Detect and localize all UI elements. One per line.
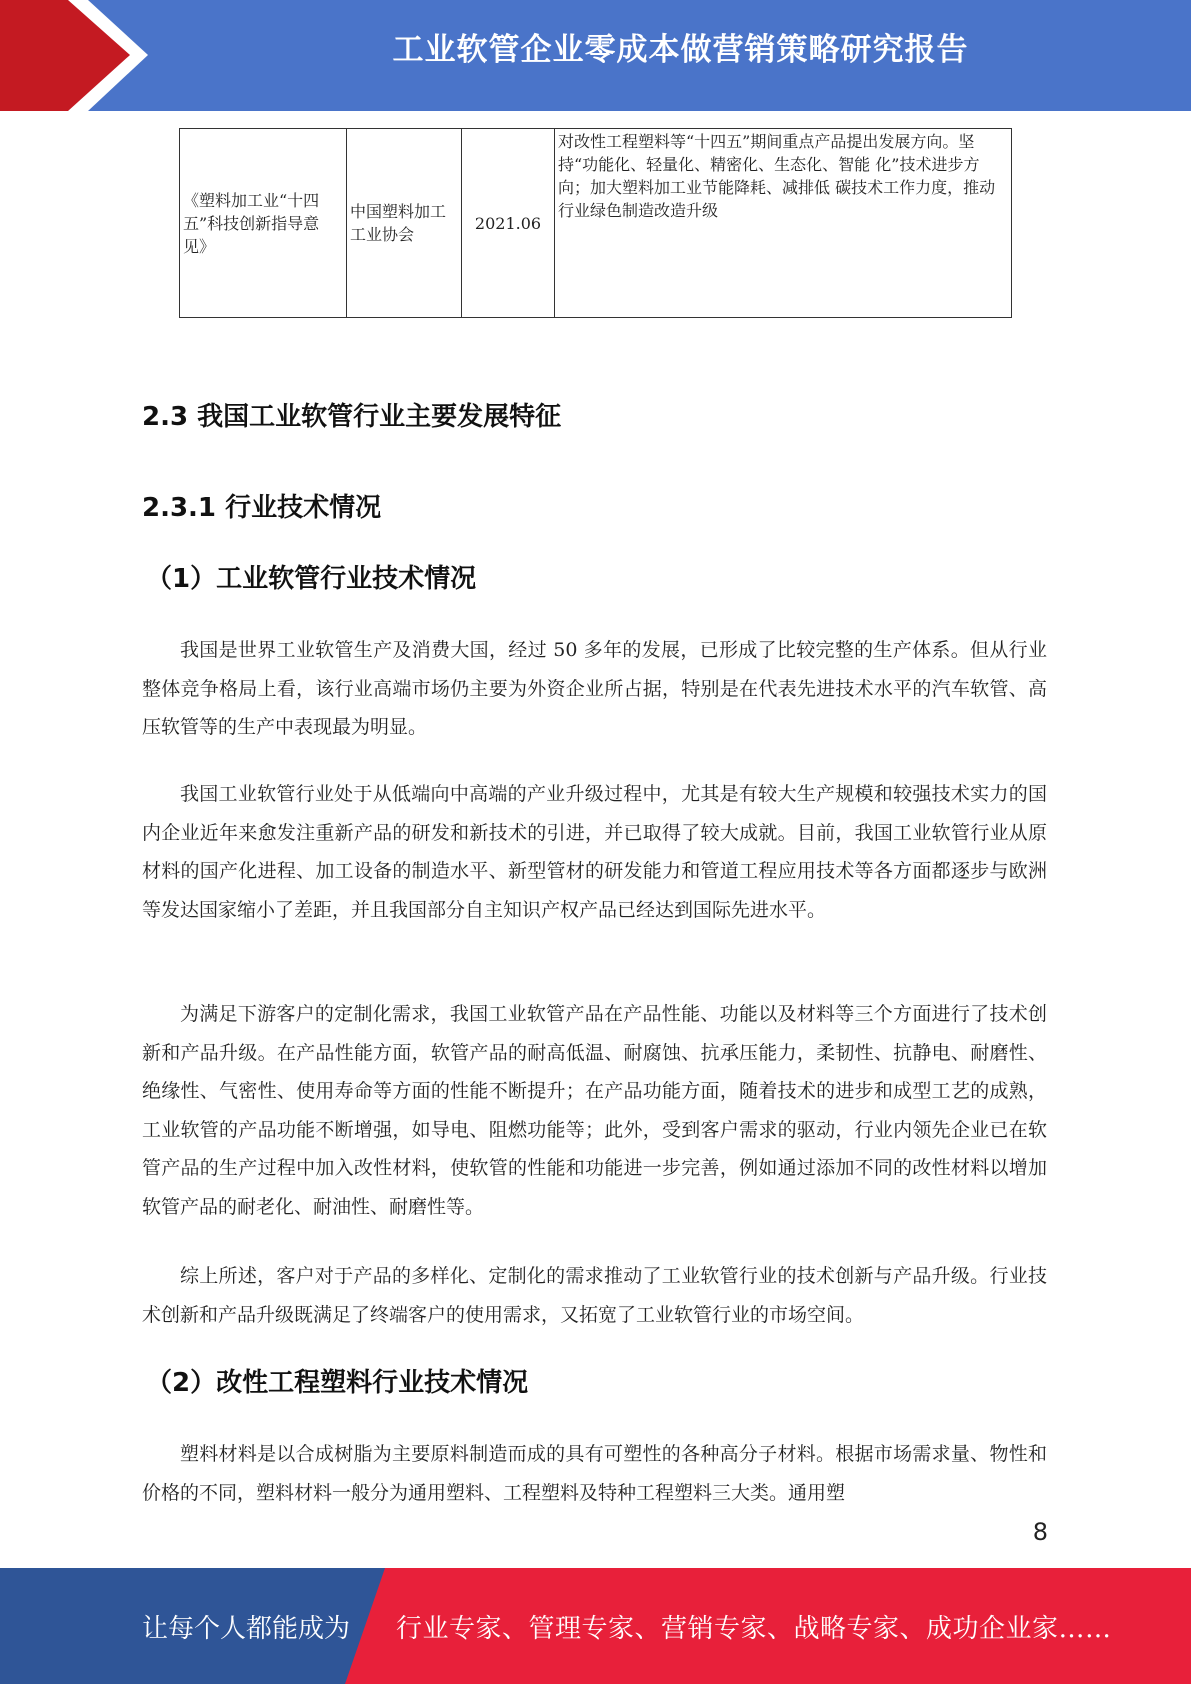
paragraph-2: 我国工业软管行业处于从低端向中高端的产业升级过程中，尤其是有较大生产规模和较强技术实力的国内企业近年来愈发注重新产品的研发和新技术的引进，并已取得了较大成就。目前，我国工业软管行业从原材料的国产化进程、加工设备的制造水平、新型管材的研发能力和管道工程应用技术等各方面都逐步与欧洲等发达国家缩小了差距，并且我国部分自主知识产权产品已经达到国际先进水平。 [142,783,1047,921]
policy-name-cell: 《塑料加工业“十四五”科技创新指导意见》 [180,129,347,318]
date-cell: 2021.06 [462,129,555,318]
header-arrow-red [0,0,130,111]
page-number: 8 [1032,1518,1048,1546]
page-header [0,0,1191,111]
footer-slogan-left: 让每个人都能成为 [142,1614,351,1644]
part1-title: （1）工业软管行业技术情况 [146,564,477,594]
table-row [180,129,1012,318]
report-title: 工业软管企业零成本做营销策略研究报告 [392,32,969,68]
footer-slogan-right: 行业专家、管理专家、营销专家、战略专家、成功企业家…… [396,1614,1112,1644]
paragraph-1: 我国是世界工业软管生产及消费大国，经过 50 多年的发展，已形成了比较完整的生产体系。但从行业整体竞争格局上看，该行业高端市场仍主要为外资企业所占据，特别是在代表先进技术水平的汽车软管、高压软管等的生产中表现最为明显。 [142,639,1047,738]
policy-table [179,128,1012,318]
header-arrow-icon [0,0,160,111]
subsection-heading: 2.3.1 行业技术情况 [142,493,382,523]
section-heading: 2.3 我国工业软管行业主要发展特征 [142,402,562,432]
page-footer [0,1568,1191,1684]
issuer-cell: 中国塑料加工工业协会 [347,129,462,318]
content-cell: 对改性工程塑料等“十四五”期间重点产品提出发展方向。坚持“功能化、轻量化、精密化、生态化、智能 化”技术进步方向；加大塑料加工业节能降耗、减排低 碳技术工作力度，推动行业绿色制造改造升级 [555,129,1012,318]
part2-title: （2）改性工程塑料行业技术情况 [146,1368,529,1398]
paragraph-3: 为满足下游客户的定制化需求，我国工业软管产品在产品性能、功能以及材料等三个方面进行了技术创新和产品升级。在产品性能方面，软管产品的耐高低温、耐腐蚀、抗承压能力，柔韧性、抗静电、耐磨性、绝缘性、气密性、使用寿命等方面的性能不断提升；在产品功能方面，随着技术的进步和成型工艺的成熟，工业软管的产品功能不断增强，如导电、阻燃功能等；此外，受到客户需求的驱动，行业内领先企业已在软管产品的生产过程中加入改性材料，使软管的性能和功能进一步完善，例如通过添加不同的改性材料以增加软管产品的耐老化、耐油性、耐磨性等。 [142,1003,1047,1218]
paragraph-4: 综上所述，客户对于产品的多样化、定制化的需求推动了工业软管行业的技术创新与产品升级。行业技术创新和产品升级既满足了终端客户的使用需求，又拓宽了工业软管行业的市场空间。 [142,1265,1047,1326]
paragraph-5: 塑料材料是以合成树脂为主要原料制造而成的具有可塑性的各种高分子材料。根据市场需求量、物性和价格的不同，塑料材料一般分为通用塑料、工程塑料及特种工程塑料三大类。通用塑 [142,1443,1047,1504]
